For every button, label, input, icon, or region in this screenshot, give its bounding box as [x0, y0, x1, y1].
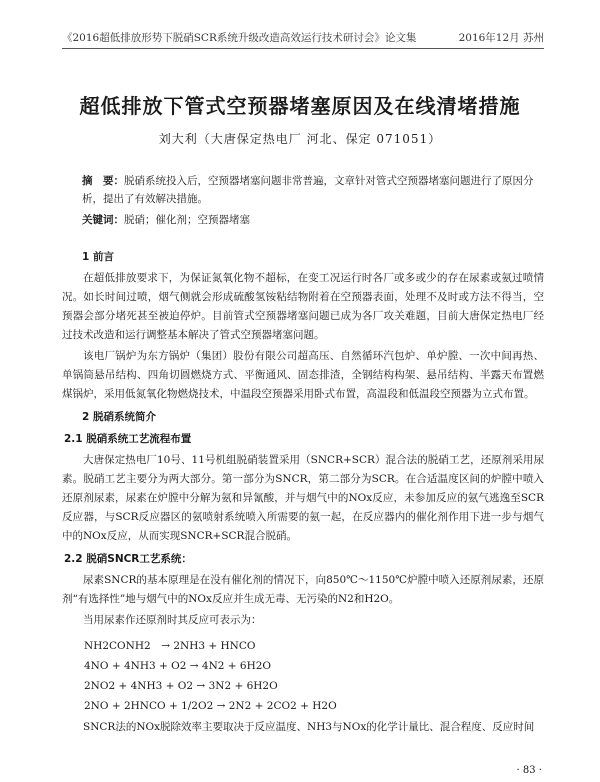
keywords-text: 脱硝；催化剂；空预器堵塞 — [124, 214, 250, 226]
keywords — [82, 211, 544, 230]
section-1-paragraph-2: 该电厂锅炉为东方锅炉（集团）股份有限公司超高压、自然循环汽包炉、单炉膛、一次中间再热、单锅筒悬吊结构、四角切圆燃烧方式、平衡通风、固态排渣，全钢结构构架、悬吊结构、半露天布置燃煤锅炉，采用低氮氧化物燃烧技术，中温段空预器采用卧式布置，高温段和低温段空预器为立式布置。 — [62, 350, 544, 400]
abstract-text: 脱硝系统投入后，空预器堵塞问题非常普遍，文章针对管式空预器堵塞问题进行了原因分析，提出了有效解决措施。 — [82, 175, 534, 205]
section-2-2-paragraph-3: SNCR法的NOx脱除效率主要取决于反应温度、NH3与NOx的化学计量比、混合程度、反应时间 — [83, 721, 535, 733]
paper-body — [62, 172, 544, 737]
running-header — [62, 30, 544, 49]
section-2-1-paragraph: 大唐保定热电厂10号、11号机组脱硝装置采用（SNCR+SCR）混合法的脱硝工艺，还原剂采用尿素。脱硝工艺主要分为两大部分。第一部分为SNCR，第二部分为SCR。在合适温度区间的炉膛中喷入还原剂尿素，尿素在炉膛中分解为氨和异氰酸，并与烟气中的NOx反应，未参加反应的氨气逃逸至SCR反应器，与SCR反应器区的氨喷射系统喷入所需要的氨一起，在反应器内的催化剂作用下进一步与烟气中的NOx反应，从而实现SNCR+SCR混合脱硝。 — [62, 454, 544, 542]
section-2-heading: 2 脱硝系统简介 — [82, 411, 156, 423]
section-1-heading: 1 前言 — [82, 251, 114, 263]
equation-2: 4NO + 4NH3 + O2 → 4N2 + 6H2O — [84, 660, 272, 672]
equation-1: NH2CONH2 → 2NH3 + HNCO — [84, 640, 256, 652]
section-2-2-paragraph-1: 尿素SNCR的基本原理是在没有催化剂的情况下，向850℃～1150℃炉膛中喷入还原剂尿素，还原剂“有选择性”地与烟气中的NOx反应并生成无毒、无污染的N2和H2O。 — [62, 574, 544, 605]
section-2-2-paragraph-2: 当用尿素作还原剂时其反应可表示为： — [83, 614, 262, 626]
reaction-equations — [84, 636, 544, 716]
equation-3: 2NO2 + 4NH3 + O2 → 3N2 + 6H2O — [84, 680, 278, 692]
page-number: · 83 · — [516, 765, 542, 776]
keywords-label: 关键词： — [82, 214, 124, 226]
header-right: 2016年12月 苏州 — [458, 32, 544, 44]
section-2-2-heading: 2.2 脱硝SNCR工艺系统： — [64, 553, 192, 565]
author-line: 刘大利（大唐保定热电厂 河北、保定 071051） — [158, 132, 442, 146]
abstract-label: 摘 要： — [82, 175, 124, 187]
paper-title: 超低排放下管式空预器堵塞原因及在线清堵措施 — [79, 94, 521, 118]
abstract — [82, 172, 544, 208]
header-left: 《2016超低排放形势下脱硝SCR系统升级改造高效运行技术研讨会》论文集 — [62, 32, 417, 44]
equation-4: 2NO + 2HNCO + 1/2O2 → 2N2 + 2CO2 + H2O — [84, 700, 337, 712]
section-2-1-heading: 2.1 脱硝系统工艺流程布置 — [64, 433, 192, 445]
section-1-paragraph-1: 在超低排放要求下，为保证氮氧化物不超标，在变工况运行时各厂或多或少的存在尿素或氨过喷情况。如长时间过喷，烟气侧就会形成硫酸氢铵粘结物附着在空预器表面，处理不及时或方法不得当，空预器会部分堵死甚至被迫停炉。目前管式空预器堵塞问题已成为各厂攻关难题，目前大唐保定热电厂经过技术改造和运行调整基本解决了管式空预器堵塞问题。 — [62, 272, 544, 341]
